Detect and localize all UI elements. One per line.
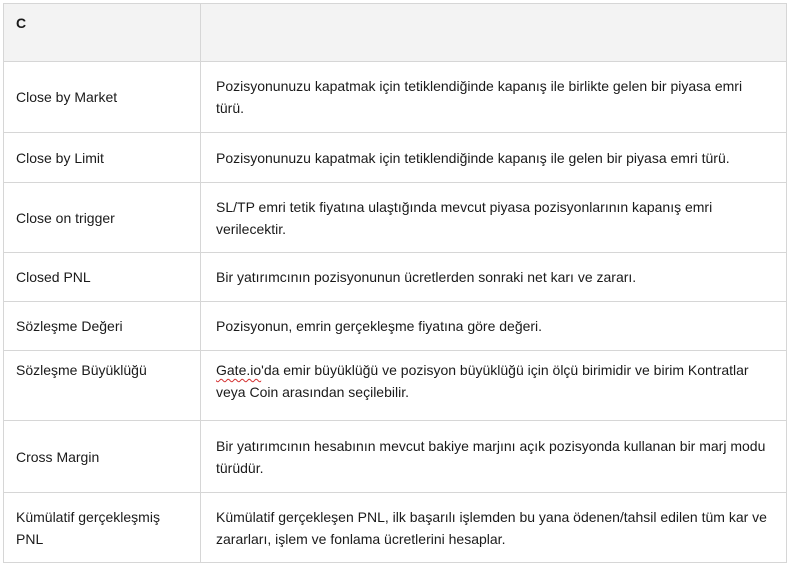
table-row — [4, 133, 787, 183]
header-definition-cell — [201, 4, 787, 62]
glossary-definition — [201, 351, 787, 421]
table-row — [4, 351, 787, 421]
glossary-term: Sözleşme Değeri — [4, 302, 201, 351]
section-letter: C — [4, 4, 201, 62]
glossary-definition: SL/TP emri tetik fiyatına ulaştığında mevcut piyasa pozisyonlarının kapanış emri verilecektir. — [201, 183, 787, 253]
glossary-definition: Pozisyonunuzu kapatmak için tetiklendiğinde kapanış ile birlikte gelen bir piyasa emri türü. — [201, 62, 787, 133]
glossary-definition: Pozisyonun, emrin gerçekleşme fiyatına göre değeri. — [201, 302, 787, 351]
glossary-definition: Pozisyonunuzu kapatmak için tetiklendiğinde kapanış ile gelen bir piyasa emri türü. — [201, 133, 787, 183]
glossary-table — [3, 3, 787, 563]
glossary-definition: Bir yatırımcının hesabının mevcut bakiye marjını açık pozisyonda kullanan bir marj modu türüdür. — [201, 421, 787, 493]
table-row — [4, 253, 787, 302]
glossary-term: Closed PNL — [4, 253, 201, 302]
table-row — [4, 62, 787, 133]
glossary-term: Close on trigger — [4, 183, 201, 253]
glossary-term: Close by Limit — [4, 133, 201, 183]
glossary-term: Close by Market — [4, 62, 201, 133]
glossary-term: Sözleşme Büyüklüğü — [4, 351, 201, 421]
table-row — [4, 421, 787, 493]
table-row — [4, 302, 787, 351]
glossary-definition-text: 'da emir büyüklüğü ve pozisyon büyüklüğü için ölçü birimidir ve birim Kontratlar veya Coin arasından seçilebilir. — [216, 362, 749, 400]
spellcheck-flagged-word[interactable]: Gate.io — [216, 362, 262, 378]
glossary-definition: Bir yatırımcının pozisyonunun ücretlerden sonraki net karı ve zararı. — [201, 253, 787, 302]
glossary-definition: Kümülatif gerçekleşen PNL, ilk başarılı işlemden bu yana ödenen/tahsil edilen tüm kar ve zararları, işlem ve fonlama ücretlerini hesaplar. — [201, 493, 787, 563]
glossary-term: Kümülatif gerçekleşmiş PNL — [4, 493, 201, 563]
glossary-term: Cross Margin — [4, 421, 201, 493]
table-row — [4, 183, 787, 253]
table-header-row — [4, 4, 787, 62]
table-row — [4, 493, 787, 563]
